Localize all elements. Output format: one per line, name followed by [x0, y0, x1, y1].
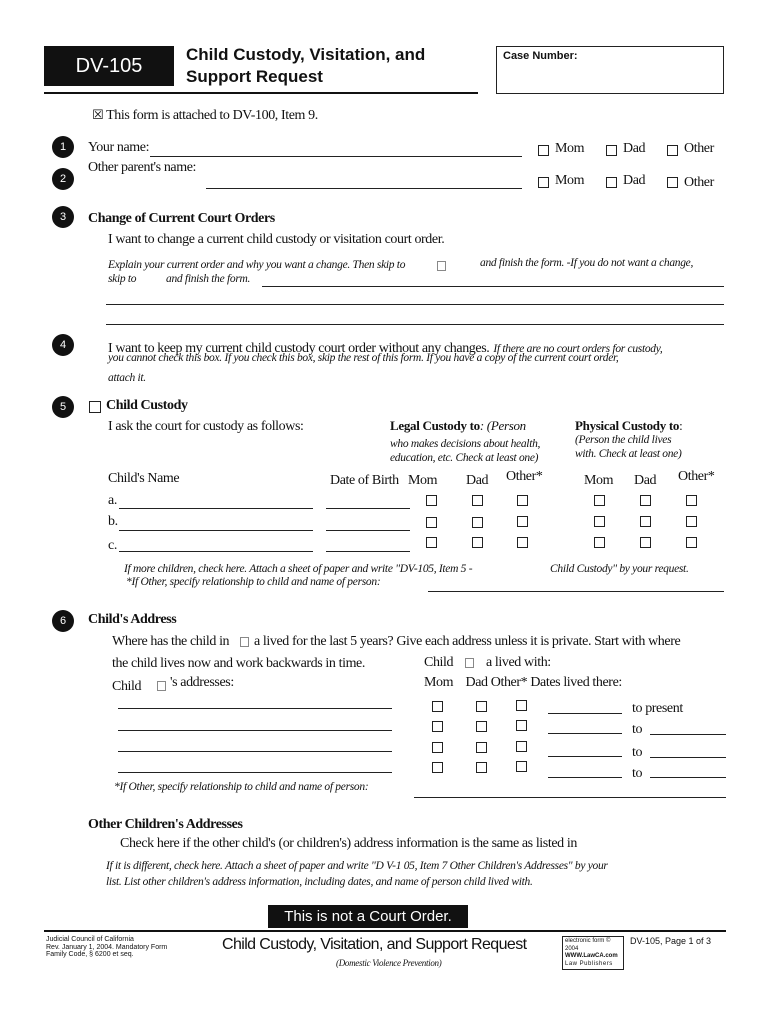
- footer-subtitle: (Domestic Violence Prevention): [336, 958, 442, 968]
- row-c-legal-dad[interactable]: [472, 537, 483, 548]
- addr4-mom[interactable]: [432, 762, 443, 773]
- legal-custody-sub3: education, etc. Check at least one): [390, 452, 539, 464]
- address-col-heads: Mom Dad Other* Dates lived there:: [424, 675, 622, 690]
- addr4-to-date[interactable]: [650, 777, 726, 778]
- addr2-dad[interactable]: [476, 721, 487, 732]
- child-row-b-label: b.: [108, 514, 118, 529]
- council-line1: Judicial Council of California: [46, 936, 134, 943]
- item-4-it2: you cannot check this box. If you check this box, skip the rest of this form. If you have a copy of the current court order,: [108, 352, 619, 364]
- row-b-physical-other[interactable]: [686, 516, 697, 527]
- row-b-physical-mom[interactable]: [594, 516, 605, 527]
- row-b-physical-dad[interactable]: [640, 516, 651, 527]
- other-children-note2: list. List other children's address information, including dates, and name of person child lived with.: [106, 876, 533, 888]
- addr3-from-date[interactable]: [548, 756, 622, 757]
- child-row-a-dob[interactable]: [326, 508, 410, 509]
- addresses-child: Child: [112, 679, 142, 694]
- form-title: [186, 44, 425, 88]
- item-3-explain-line-3[interactable]: [106, 324, 724, 325]
- publisher-stamp: [562, 936, 624, 970]
- physical-custody-sub1: (Person the child lives: [575, 434, 672, 446]
- row-a-legal-mom[interactable]: [426, 495, 437, 506]
- item-3-text: I want to change a current child custody or visitation court order.: [108, 232, 445, 247]
- item-6-heading: Child's Address: [88, 612, 177, 627]
- not-court-order-text: This is not a Court Order.: [284, 908, 452, 925]
- other-parent-name-label: Other parent's name:: [88, 160, 197, 175]
- case-number-box[interactable]: [496, 46, 724, 94]
- row-a-legal-other[interactable]: [517, 495, 528, 506]
- other-parent-other-label: Other: [684, 175, 714, 190]
- item-3-placeholder-icon: [437, 261, 446, 271]
- address-line-1[interactable]: [118, 708, 392, 709]
- address-line-4[interactable]: [118, 772, 392, 773]
- item-6-placeholder-icon: [240, 637, 249, 647]
- col-dob: Date of Birth: [330, 473, 399, 488]
- physical-custody-colon: :: [679, 418, 683, 433]
- item-6-number: 6: [52, 610, 74, 632]
- item-6-q1a: Where has the child in: [112, 634, 230, 649]
- other-parent-dad-checkbox[interactable]: [606, 177, 617, 188]
- attached-checkbox[interactable]: ☒: [92, 108, 104, 123]
- addresses-placeholder-icon: [157, 681, 166, 691]
- council-info: [46, 936, 167, 959]
- your-name-label: Your name:: [88, 140, 150, 155]
- your-other-checkbox[interactable]: [667, 145, 678, 156]
- not-court-order-banner: [268, 905, 468, 928]
- row-b-legal-dad[interactable]: [472, 517, 483, 528]
- your-name-field[interactable]: [150, 156, 522, 157]
- addr2-to: to: [632, 722, 643, 737]
- item-1-number: 1: [52, 136, 74, 158]
- col-legal-dad: Dad: [466, 473, 489, 488]
- row-c-physical-mom[interactable]: [594, 537, 605, 548]
- child-row-b-name[interactable]: [119, 530, 313, 531]
- col-physical-mom: Mom: [584, 473, 614, 488]
- item-6-other-note: *If Other, specify relationship to child and name of person:: [114, 781, 369, 793]
- col-legal-other: Other*: [506, 469, 543, 484]
- form-id-box: [44, 46, 174, 86]
- row-c-physical-dad[interactable]: [640, 537, 651, 548]
- addr2-to-date[interactable]: [650, 734, 726, 735]
- item-5-more-note1: If more children, check here. Attach a sheet of paper and write "DV-105, Item 5 -: [124, 563, 473, 575]
- col-physical-dad: Dad: [634, 473, 657, 488]
- legal-custody-title: Legal Custody to: [390, 418, 480, 433]
- addr1-to-present: to present: [632, 701, 683, 716]
- item-6-q2: the child lives now and work backwards in time.: [112, 656, 365, 671]
- stamp-line2: WWW.LawCA.com: [565, 953, 618, 959]
- addr3-mom[interactable]: [432, 742, 443, 753]
- stamp-line3: Law Publishers: [565, 960, 613, 967]
- attached-text: This form is attached to DV-100, Item 9.: [106, 108, 318, 123]
- lived-with-text: a lived with:: [486, 655, 551, 670]
- other-children-note1: If it is different, check here. Attach a sheet of paper and write "D V-1 05, Item 7 Other Children's Addresses" by your: [106, 860, 608, 872]
- item-2-number: 2: [52, 168, 74, 190]
- footer-rule: [44, 930, 726, 932]
- item-3-explain-b: and finish the form. -If you do not want a change,: [480, 257, 694, 269]
- col-physical-other: Other*: [678, 469, 715, 484]
- your-dad-checkbox[interactable]: [606, 145, 617, 156]
- addr4-from-date[interactable]: [548, 777, 622, 778]
- header-rule: [44, 92, 478, 94]
- lived-with-child: Child: [424, 655, 454, 670]
- addr4-other[interactable]: [516, 761, 527, 772]
- item-3-explain-c: skip to: [108, 273, 137, 285]
- your-other-label: Other: [684, 141, 714, 156]
- item-5-ask: I ask the court for custody as follows:: [108, 419, 304, 434]
- item-3-number: 3: [52, 206, 74, 228]
- row-a-legal-dad[interactable]: [472, 495, 483, 506]
- item-4-it1: If there are no court orders for custody,: [493, 343, 663, 355]
- addresses-text: 's addresses:: [170, 675, 234, 690]
- physical-custody-head: [575, 418, 682, 434]
- item-6-q1b: a lived for the last 5 years? Give each address unless it is private. Start with where: [254, 634, 681, 649]
- physical-custody-sub2: with. Check at least one): [575, 448, 682, 460]
- item-6-other-field[interactable]: [414, 797, 726, 798]
- addr1-dad[interactable]: [476, 701, 487, 712]
- addr3-dad[interactable]: [476, 742, 487, 753]
- physical-custody-title: Physical Custody to: [575, 418, 680, 433]
- item-3-explain-line-1[interactable]: [262, 286, 724, 287]
- child-row-c-label: c.: [108, 538, 117, 553]
- addr3-other[interactable]: [516, 741, 527, 752]
- lived-with-placeholder-icon: [465, 658, 474, 668]
- row-a-physical-other[interactable]: [686, 495, 697, 506]
- your-dad-label: Dad: [623, 141, 646, 156]
- addr2-from-date[interactable]: [548, 733, 622, 734]
- address-line-2[interactable]: [118, 730, 392, 731]
- row-c-physical-other[interactable]: [686, 537, 697, 548]
- addr1-mom[interactable]: [432, 701, 443, 712]
- row-a-physical-mom[interactable]: [594, 495, 605, 506]
- footer-title: Child Custody, Visitation, and Support Request: [222, 936, 527, 953]
- addr2-mom[interactable]: [432, 721, 443, 732]
- your-mom-checkbox[interactable]: [538, 145, 549, 156]
- form-title-line1: Child Custody, Visitation, and: [186, 45, 426, 64]
- addr3-to-date[interactable]: [650, 757, 726, 758]
- row-a-physical-dad[interactable]: [640, 495, 651, 506]
- addr1-other[interactable]: [516, 700, 527, 711]
- item-3-heading: Change of Current Court Orders: [88, 211, 275, 226]
- item-4-main: I want to keep my current child custody court order without any changes.: [108, 341, 490, 356]
- other-parent-other-checkbox[interactable]: [667, 177, 678, 188]
- child-row-c-dob[interactable]: [326, 551, 410, 552]
- other-children-heading: Other Children's Addresses: [88, 817, 243, 832]
- addr2-other[interactable]: [516, 720, 527, 731]
- col-legal-mom: Mom: [408, 473, 438, 488]
- col-child-name: Child's Name: [108, 471, 180, 486]
- addr3-to: to: [632, 745, 643, 760]
- addr1-from-date[interactable]: [548, 713, 622, 714]
- child-row-a-name[interactable]: [119, 508, 313, 509]
- child-custody-checkbox[interactable]: [89, 401, 101, 413]
- page-number: DV-105, Page 1 of 3: [630, 936, 712, 946]
- other-parent-mom-label: Mom: [555, 173, 585, 188]
- other-children-text: Check here if the other child's (or children's) address information is the same as listed in: [120, 836, 577, 851]
- your-mom-label: Mom: [555, 141, 585, 156]
- item-5-number: 5: [52, 396, 74, 418]
- item-5-more-note2: Child Custody" by your request.: [550, 563, 689, 575]
- item-5-other-note: *If Other, specify relationship to child and name of person:: [126, 576, 381, 588]
- other-parent-mom-checkbox[interactable]: [538, 177, 549, 188]
- item-5-heading: Child Custody: [106, 398, 188, 413]
- item-5-other-field[interactable]: [428, 591, 724, 592]
- legal-custody-sub1: : (Person: [479, 418, 526, 433]
- council-line3: Family Code, § 6200 et seq.: [46, 951, 134, 958]
- case-number-label: Case Number:: [503, 50, 578, 62]
- legal-custody-head: [390, 418, 526, 434]
- item-3-explain-line-2[interactable]: [106, 304, 724, 305]
- legal-custody-sub2: who makes decisions about health,: [390, 438, 541, 450]
- form-id: DV-105: [75, 55, 143, 77]
- stamp-line1: electronic form © 2004: [565, 938, 611, 952]
- row-b-legal-mom[interactable]: [426, 517, 437, 528]
- item-3-explain-d: and finish the form.: [166, 273, 251, 285]
- item-4-it3: attach it.: [108, 372, 146, 384]
- other-parent-name-field[interactable]: [206, 188, 522, 189]
- attached-line: [92, 108, 318, 124]
- other-parent-dad-label: Dad: [623, 173, 646, 188]
- addr4-dad[interactable]: [476, 762, 487, 773]
- form-title-line2: Support Request: [186, 67, 323, 86]
- council-line2: Rev. January 1, 2004. Mandatory Form: [46, 943, 168, 951]
- row-c-legal-other[interactable]: [517, 537, 528, 548]
- item-4-number: 4: [52, 334, 74, 356]
- child-row-a-label: a.: [108, 493, 117, 508]
- child-row-b-dob[interactable]: [326, 530, 410, 531]
- addr4-to: to: [632, 766, 643, 781]
- row-b-legal-other[interactable]: [517, 516, 528, 527]
- row-c-legal-mom[interactable]: [426, 537, 437, 548]
- address-line-3[interactable]: [118, 751, 392, 752]
- child-row-c-name[interactable]: [119, 551, 313, 552]
- item-3-explain-a: Explain your current order and why you want a change. Then skip to: [108, 259, 406, 271]
